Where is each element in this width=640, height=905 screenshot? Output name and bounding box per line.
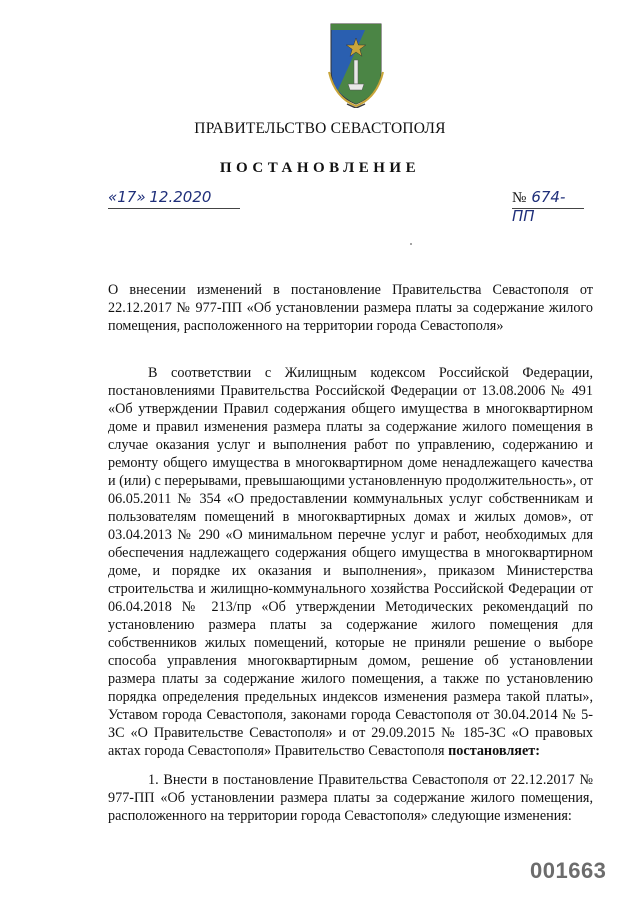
item-1-paragraph: 1. Внести в постановление Правительства Севастополя от 22.12.2017 № 977-ПП «Об установлении размера платы за содержание жилого помещения, расположенного на территории города Севастополя» следующие изменения: [108, 772, 593, 824]
date-month-year: 12.2020 [149, 188, 212, 206]
document-title: О внесении изменений в постановление Правительства Севастополя от 22.12.2017 № 977-ПП «Об установлении размера платы за содержание жилого помещения, расположенного на территории города Севастополя» [108, 282, 593, 334]
date-quote-open: « [108, 188, 118, 206]
sevastopol-coat-of-arms-icon [325, 20, 387, 108]
document-number [512, 188, 584, 225]
resolves-keyword: постановляет: [448, 743, 540, 759]
date-quote-close: » [136, 188, 146, 206]
document-date [108, 188, 240, 209]
number-value: 674-ПП [512, 188, 566, 225]
preamble-text: В соответствии с Жилищным кодексом Российской Федерации, постановлениями Правительства Российской Федерации от 13.08.2006 № 491 «Об утверждении Правил содержания общего имущества в многоквартирном доме и правил изменения размера платы за содержание жилого помещения в случае оказания услуг и выполнения работ по управлению, содержанию и ремонту общего имущества в многоквартирном доме ненадлежащего качества и (или) с перерывами, превышающими установленную продолжительность», от 06.05.2011 № 354 «О предоставлении коммунальных услуг собственникам и пользователям помещений в многоквартирных домах и жилых домов», от 03.04.2013 № 290 «О минимальном перечне услуг и работ, необходимых для обеспечения надлежащего содержания общего имущества в многоквартирном доме, и порядке их оказания и выполнения», приказом Министерства строительства и жилищно-коммунального хозяйства Российской Федерации от 06.04.2018 № 213/пр «Об утверждении Методических рекомендаций по установлению размера платы за содержание жилого помещения для собственников жилых помещений, которые не приняли решение о выборе способа управления многоквартирным домом, решение об установлении размера платы за содержание жилого помещения, а также по установлению порядка определения предельных индексов изменения размера такой платы», Уставом города Севастополя, законами города Севастополя от 30.04.2014 № 5-ЗС «О Правительстве Севастополя» и от 29.09.2015 № 185-ЗС «О правовых актах города Севастополя» Правительство Севастополя [108, 365, 593, 759]
preamble-paragraph [108, 364, 593, 760]
date-day: 17 [117, 188, 137, 206]
organization-name: ПРАВИТЕЛЬСТВО СЕВАСТОПОЛЯ [194, 120, 446, 137]
scan-speck [410, 243, 412, 245]
document-type-heading: ПОСТАНОВЛЕНИЕ [219, 160, 421, 176]
number-sign: № [512, 190, 527, 206]
serial-number: 001663 [530, 858, 607, 883]
